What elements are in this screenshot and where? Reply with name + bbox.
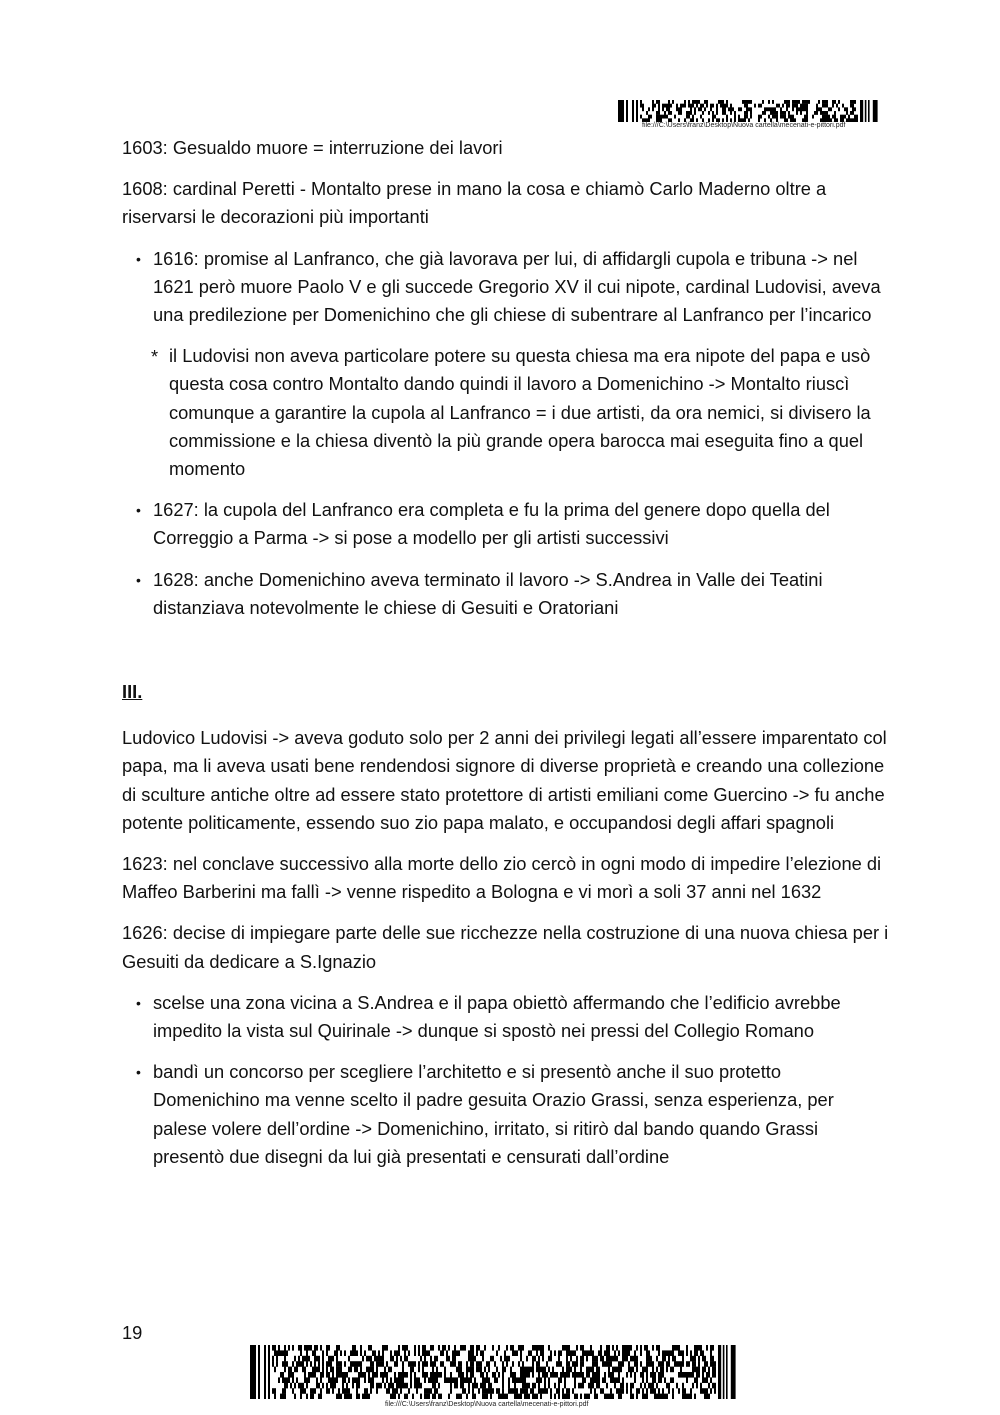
bullet-marker: • <box>136 571 141 588</box>
section-heading: III. <box>122 681 143 703</box>
list-item <box>122 1058 892 1171</box>
sub-note-marker: * <box>151 346 159 368</box>
barcode-bottom-file-path: file:///C:\Users\franz\Desktop\Nuova cartella\mecenati-e-pittori.pdf <box>385 1401 589 1408</box>
barcode-top-file-path: file:///C:\Users\franz\Desktop\Nuova cartella\mecenati-e-pittori.pdf <box>642 122 846 129</box>
sub-note-text: il Ludovisi non aveva particolare potere su questa chiesa ma era nipote del papa e usò questa cosa contro Montalto dando quindi il lavoro a Domenichino -> Montalto riuscì comunque a garantire la cupola al Lanfranco = i due artisti, da ora nemici, si divisero la commissione e la chiesa diventò la più grande opera barocca mai eseguita fino a quel momento <box>169 345 871 480</box>
bullet-list-ignazio <box>122 989 892 1171</box>
list-item <box>122 245 892 330</box>
bullet-marker: • <box>136 1064 141 1081</box>
paragraph-ludovisi: Ludovico Ludovisi -> aveva goduto solo per 2 anni dei privilegi legati all’essere imparentato col papa, ma li aveva usati bene rendendosi signore di diverse proprietà e creando una collezione di sculture antiche oltre ad essere stato protettore di artisti emiliani come Guercino -> fu anche potente politicamente, essendo suo zio papa malato, e occupandosi degli affari spagnoli <box>122 727 887 833</box>
paragraph-1623: 1623: nel conclave successivo alla morte dello zio cercò in ogni modo di impedire l’elezione di Maffeo Barberini ma fallì -> venne rispedito a Bologna e vi morì a soli 37 anni nel 1632 <box>122 853 882 903</box>
list-item <box>122 989 892 1045</box>
bullet-marker: • <box>136 502 141 519</box>
list-item-text: 1616: promise al Lanfranco, che già lavorava per lui, di affidargli cupola e tribuna -> nel 1621 però muore Paolo V e gli succede Gregorio XV il cui nipote, cardinal Ludovisi, aveva una predilezione per Domenichino che gli chiese di subentrare al Lanfranco per l’incarico <box>153 247 881 326</box>
paragraph-1603: 1603: Gesualdo muore = interruzione dei lavori <box>122 137 503 158</box>
list-item-text: scelse una zona vicina a S.Andrea e il papa obiettò affermando che l’edificio avrebbe impedito la vista sul Quirinale -> dunque si spostò nei pressi del Collegio Romano <box>153 991 841 1042</box>
list-item-text: bandì un concorso per scegliere l’architetto e si presentò anche il suo protetto Domenichino ma venne scelto il padre gesuita Orazio Grassi, senza esperienza, per palese volere dell’ordine -> Domenichino, irritato, si ritirò dal bando quando Grassi presentò due disegni da lui già presentati e censurati dall’ordine <box>153 1061 834 1167</box>
page-number: 19 <box>122 1322 143 1343</box>
paragraph-1608: 1608: cardinal Peretti - Montalto prese in mano la cosa e chiamò Carlo Maderno oltre a riservarsi le decorazioni più importanti <box>122 178 827 228</box>
bullet-marker: • <box>136 250 141 267</box>
document-body <box>122 134 892 1184</box>
list-item-text: 1628: anche Domenichino aveva terminato il lavoro -> S.Andrea in Valle dei Teatini distanziava notevolmente le chiese di Gesuiti e Oratoriani <box>153 568 823 618</box>
bullet-list-1616 <box>122 245 892 330</box>
barcode-top <box>618 100 884 122</box>
sub-note <box>122 342 892 483</box>
barcode-bottom <box>250 1345 742 1399</box>
list-item <box>122 496 892 552</box>
bullet-list-1627-1628 <box>122 496 892 622</box>
paragraph-1626: 1626: decise di impiegare parte delle sue ricchezze nella costruzione di una nuova chiesa per i Gesuiti da dedicare a S.Ignazio <box>122 922 889 972</box>
list-item-text: 1627: la cupola del Lanfranco era completa e fu la prima del genere dopo quella del Correggio a Parma -> si pose a modello per gli artisti successivi <box>153 499 830 549</box>
list-item <box>122 566 892 622</box>
bullet-marker: • <box>136 994 141 1011</box>
